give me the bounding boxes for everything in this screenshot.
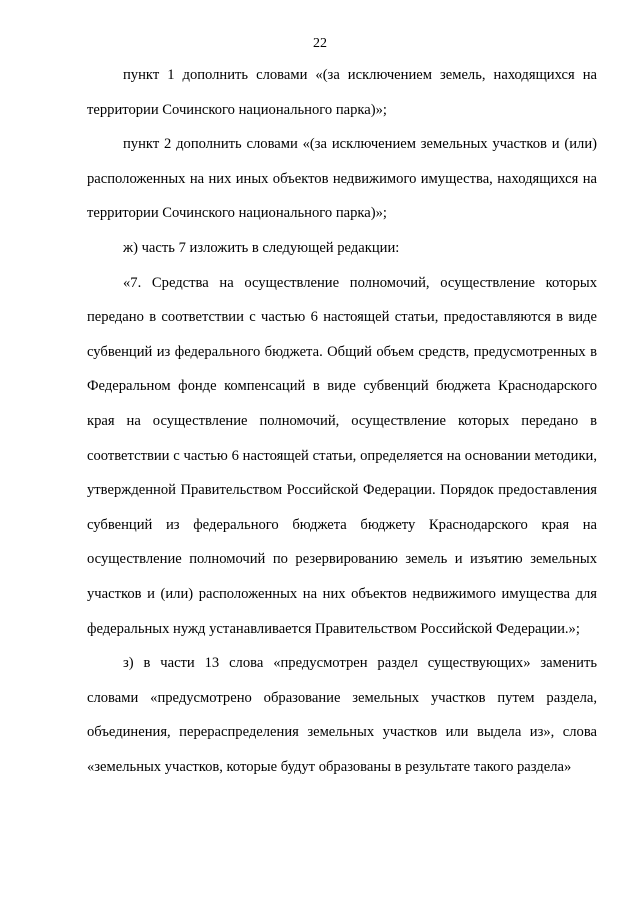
paragraph-part-7-intro: ж) часть 7 изложить в следующей редакции: [123, 239, 400, 256]
paragraph-item-2: пункт 2 дополнить словами «(за исключением земельных участков и (или) расположенных на них иных объектов недвижимого имущества, находящихся на территории Сочинского национального парка)»; [87, 136, 597, 222]
document-body [87, 58, 597, 784]
paragraph-item-1: пункт 1 дополнить словами «(за исключением земель, находящихся на территории Сочинского национального парка)»; [87, 67, 597, 118]
paragraph-part-13: з) в части 13 слова «предусмотрен раздел существующих» заменить словами «предусмотрено образование земельных участков путем раздела, объединения, перераспределения земельных участков или выдела из», слова «земельных участков, которые будут образованы в результате такого раздела» [87, 655, 597, 775]
paragraph-part-7-text: «7. Средства на осуществление полномочий, осуществление которых передано в соответствии с частью 6 настоящей статьи, предоставляются в виде субвенций из федерального бюджета. Общий объем средств, предусмотренных в Федеральном фонде компенсаций в виде субвенций бюджета Краснодарского края на осуществление полномочий, осуществление которых передано в соответствии с частью 6 настоящей статьи, определяется на основании методики, утвержденной Правительством Российской Федерации. Порядок предоставления субвенций из федерального бюджета бюджету Краснодарского края на осуществление полномочий по резервированию земель и изъятию земельных участков и (или) расположенных на них объектов недвижимого имущества для федеральных нужд устанавливается Правительством Российской Федерации.»; [87, 274, 597, 637]
page-number: 22 [313, 36, 327, 51]
